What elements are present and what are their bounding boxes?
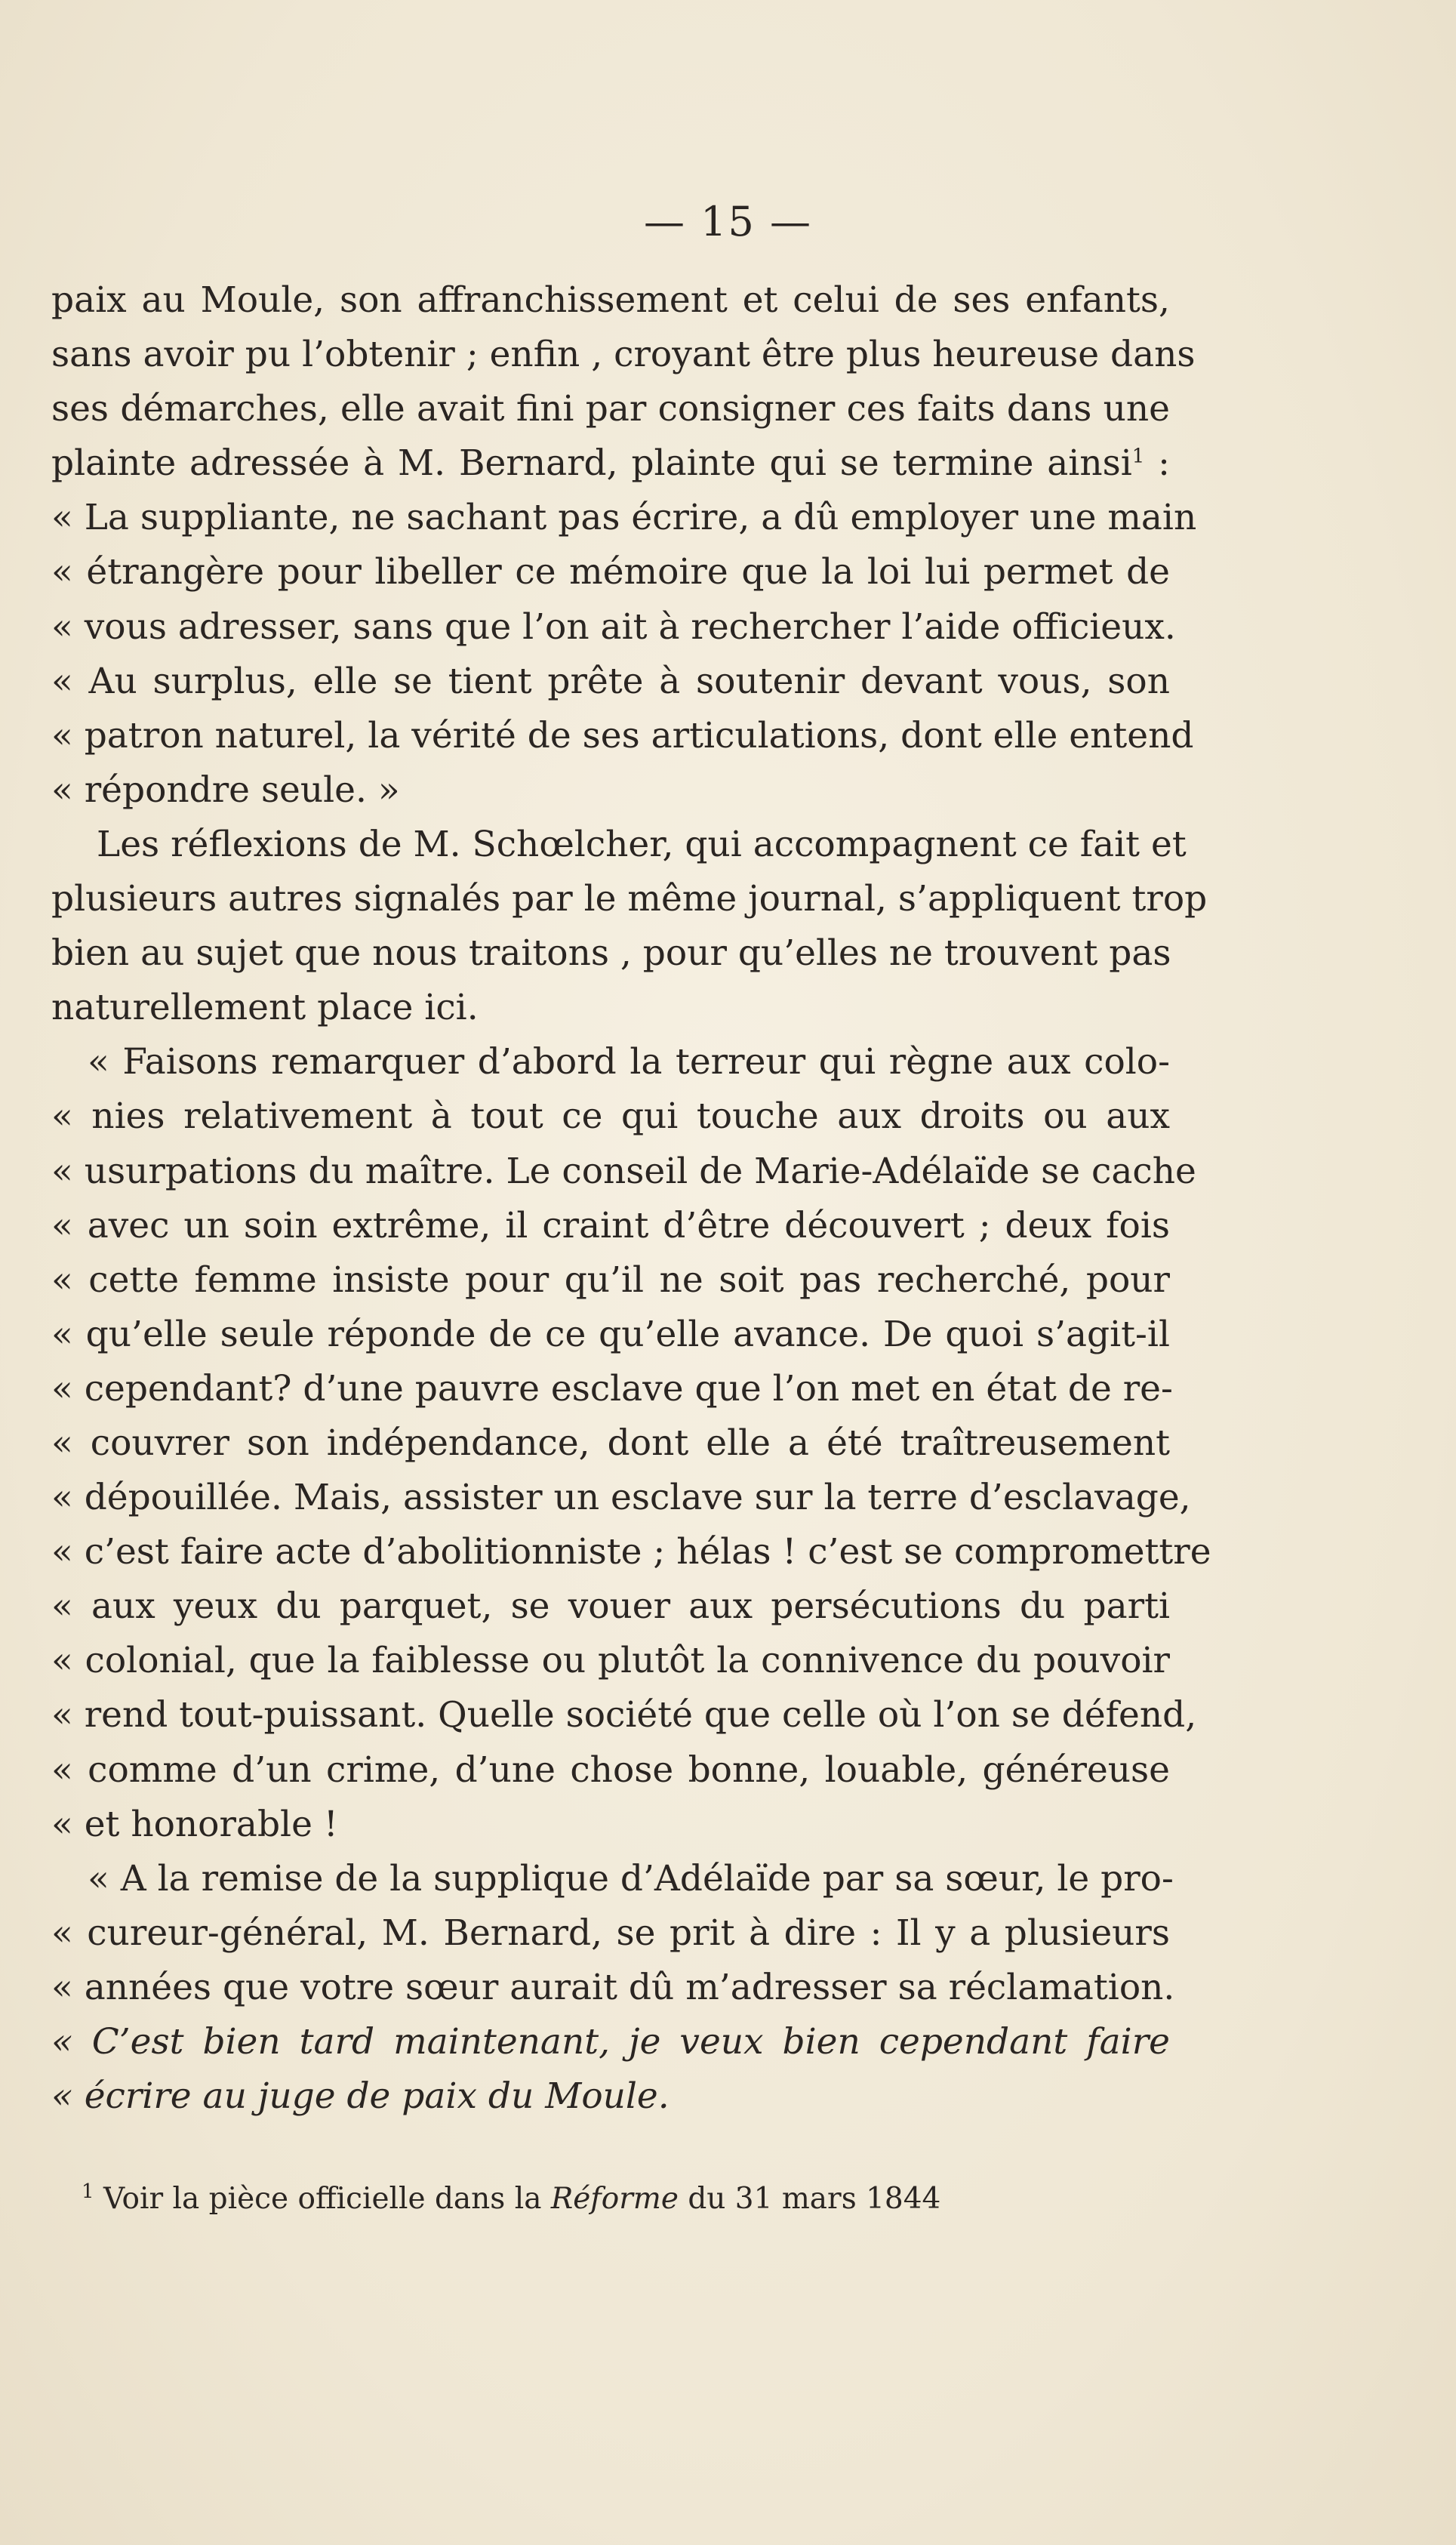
text-line: Les réflexions de M. Schœlcher, qui accompagnent ce fait et — [97, 823, 1187, 865]
text-line: sans avoir pu l’obtenir ; enfin , croyant être plus heureuse dans — [51, 334, 1196, 376]
text-line: « écrire au juge de paix du Moule. — [51, 2075, 670, 2118]
text-line: « vous adresser, sans que l’on ait à rechercher l’aide officieux. — [51, 605, 1176, 648]
text-line: naturellement place ici. — [51, 987, 479, 1029]
text-line: paix au Moule, son affranchissement et celui de ses enfants, — [51, 279, 1170, 321]
text-line: bien au sujet que nous traitons , pour qu’elles ne trouvent pas — [51, 932, 1171, 975]
footnote-marker: 1 — [82, 2180, 94, 2203]
text-line: « A la remise de la supplique d’Adélaïde par sa sœur, le pro- — [88, 1857, 1174, 1900]
footnote-suffix: du 31 mars 1844 — [678, 2182, 941, 2216]
page-number: — 15 — — [643, 198, 813, 245]
text-line-suffix: : — [1144, 442, 1171, 485]
text-line: « La suppliante, ne sachant pas écrire, a dû employer une main — [51, 497, 1197, 539]
text-line: « étrangère pour libeller ce mémoire que la loi lui permet de — [51, 551, 1170, 593]
text-line-with-footnote-ref — [51, 436, 1170, 491]
text-line: ses démarches, elle avait fini par consigner ces faits dans une — [51, 388, 1170, 430]
text-line: « aux yeux du parquet, se vouer aux persécutions du parti — [51, 1585, 1170, 1628]
text-line: « patron naturel, la vérité de ses articulations, dont elle entend — [51, 714, 1194, 756]
text-line: « cette femme insiste pour qu’il ne soit pas recherché, pour — [51, 1259, 1170, 1301]
text-line: « Au surplus, elle se tient prête à soutenir devant vous, son — [51, 660, 1170, 702]
text-line: « cependant? d’une pauvre esclave que l’on met en état de re- — [51, 1367, 1173, 1410]
text-line: « rend tout-puissant. Quelle société que celle où l’on se défend, — [51, 1694, 1197, 1736]
footnote-reference: 1 — [1131, 445, 1145, 468]
text-line-main: plainte adressée à M. Bernard, plainte qui se termine ainsi — [51, 442, 1132, 485]
footnote-prefix: Voir la pièce officielle dans la — [103, 2182, 551, 2216]
text-line: « répondre seule. » — [51, 769, 400, 811]
body-text — [51, 273, 1211, 2124]
text-line: « années que votre sœur aurait dû m’adresser sa réclamation. — [51, 1966, 1175, 2008]
text-line: « dépouillée. Mais, assister un esclave sur la terre d’esclavage, — [51, 1477, 1191, 1519]
text-line: « C’est bien tard maintenant, je veux bien cependant faire — [51, 2021, 1170, 2063]
text-line: « comme d’un crime, d’une chose bonne, louable, généreuse — [51, 1749, 1170, 1791]
footnote — [82, 2182, 940, 2216]
text-line: « avec un soin extrême, il craint d’être découvert ; deux fois — [51, 1204, 1170, 1246]
text-line: « cureur-général, M. Bernard, se prit à dire : Il y a plusieurs — [51, 1912, 1170, 1954]
text-line: « c’est faire acte d’abolitionniste ; hélas ! c’est se compromettre — [51, 1531, 1211, 1573]
text-line: « et honorable ! — [51, 1803, 338, 1845]
text-line: « colonial, que la faiblesse ou plutôt la connivence du pouvoir — [51, 1640, 1170, 1682]
text-line: « usurpations du maître. Le conseil de Marie-Adélaïde se cache — [51, 1150, 1196, 1192]
text-line: « Faisons remarquer d’abord la terreur qui règne aux colo- — [88, 1041, 1170, 1083]
text-line: plusieurs autres signalés par le même journal, s’appliquent trop — [51, 878, 1208, 920]
footnote-italic: Réforme — [550, 2182, 679, 2216]
text-line: « nies relativement à tout ce qui touche aux droits ou aux — [51, 1095, 1170, 1138]
text-line: « qu’elle seule réponde de ce qu’elle avance. De quoi s’agit-il — [51, 1313, 1170, 1355]
text-line: « couvrer son indépendance, dont elle a été traîtreusement — [51, 1422, 1170, 1464]
